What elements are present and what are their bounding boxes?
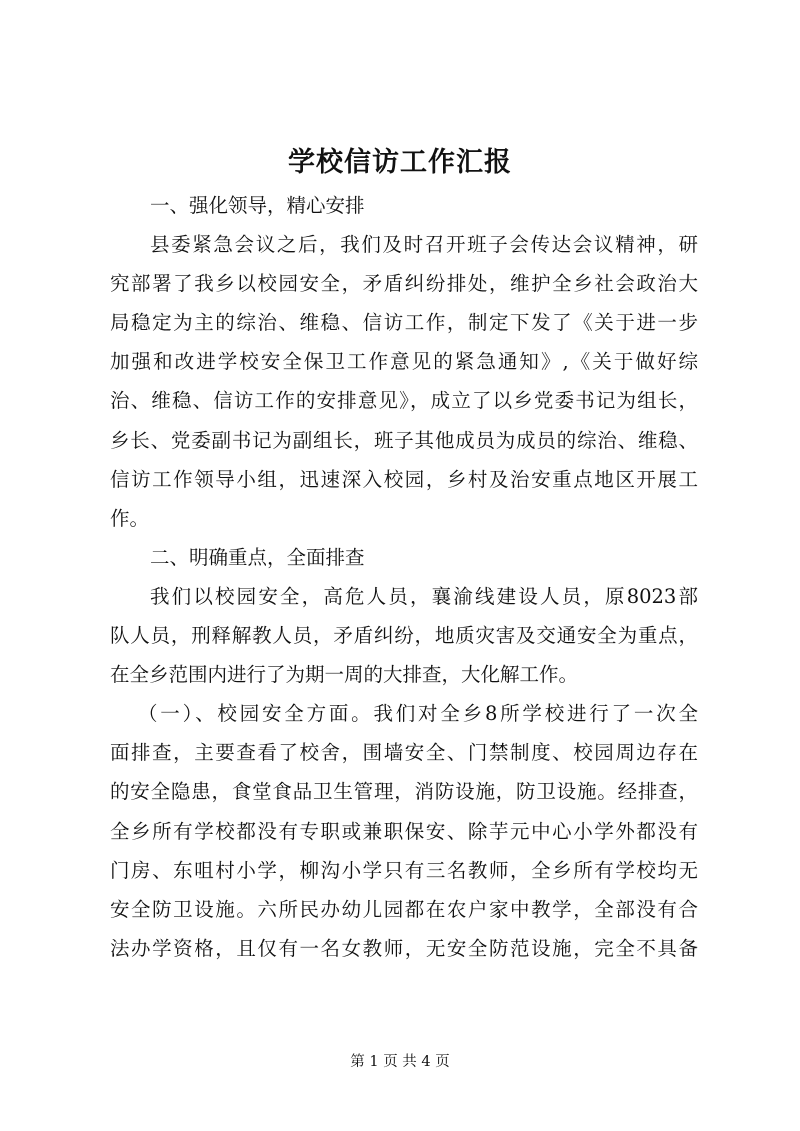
paragraph-line: 县委紧急会议之后，我们及时召开班子会传达会议精神，研 (150, 233, 698, 257)
paragraph-line: 加强和改进学校安全保卫工作意见的紧急通知》,《关于做好综 (110, 350, 698, 374)
paragraph-line: 作。 (110, 506, 150, 530)
paragraph-line: 安全防卫设施。六所民办幼儿园都在农户家中教学，全部没有合 (110, 897, 698, 921)
paragraph-line: 面排查，主要查看了校舍，围墙安全、门禁制度、校园周边存在 (110, 741, 698, 765)
paragraph-line: 门房、东咀村小学，柳沟小学只有三名教师，全乡所有学校均无 (110, 858, 698, 882)
document-body (110, 186, 698, 968)
paragraph-line: 局稳定为主的综治、维稳、信访工作，制定下发了《关于进一步 (110, 311, 698, 335)
paragraph-line: 一、强化领导，精心安排 (150, 194, 365, 217)
paragraph-line: 的安全隐患，食堂食品卫生管理，消防设施，防卫设施。经排查， (110, 780, 698, 804)
paragraph-line: 在全乡范围内进行了为期一周的大排查，大化解工作。 (110, 663, 579, 687)
document-title: 学校信访工作汇报 (288, 147, 512, 178)
paragraph-line: 究部署了我乡以校园安全，矛盾纠纷排处，维护全乡社会政治大 (110, 272, 698, 296)
paragraph-line: 我们以校园安全，高危人员，襄渝线建设人员，原8023部 (150, 584, 698, 608)
paragraph-line: 二、明确重点，全面排查 (150, 545, 365, 569)
page-footer: 第 1 页 共 4 页 (350, 1054, 450, 1070)
paragraph-line: 队人员，刑释解教人员，矛盾纠纷，地质灾害及交通安全为重点， (110, 624, 698, 648)
paragraph-line: 信访工作领导小组，迅速深入校园，乡村及治安重点地区开展工 (110, 467, 698, 491)
paragraph-line: 全乡所有学校都没有专职或兼职保安、除芋元中心小学外都没有 (110, 819, 698, 843)
paragraph-line: 法办学资格，且仅有一名女教师，无安全防范设施，完全不具备 (110, 936, 698, 960)
paragraph-line: 治、维稳、信访工作的安排意见》，成立了以乡党委书记为组长， (110, 389, 698, 413)
paragraph-line: （一）、校园安全方面。我们对全乡8所学校进行了一次全 (138, 702, 698, 726)
paragraph-line: 乡长、党委副书记为副组长，班子其他成员为成员的综治、维稳、 (110, 428, 698, 452)
